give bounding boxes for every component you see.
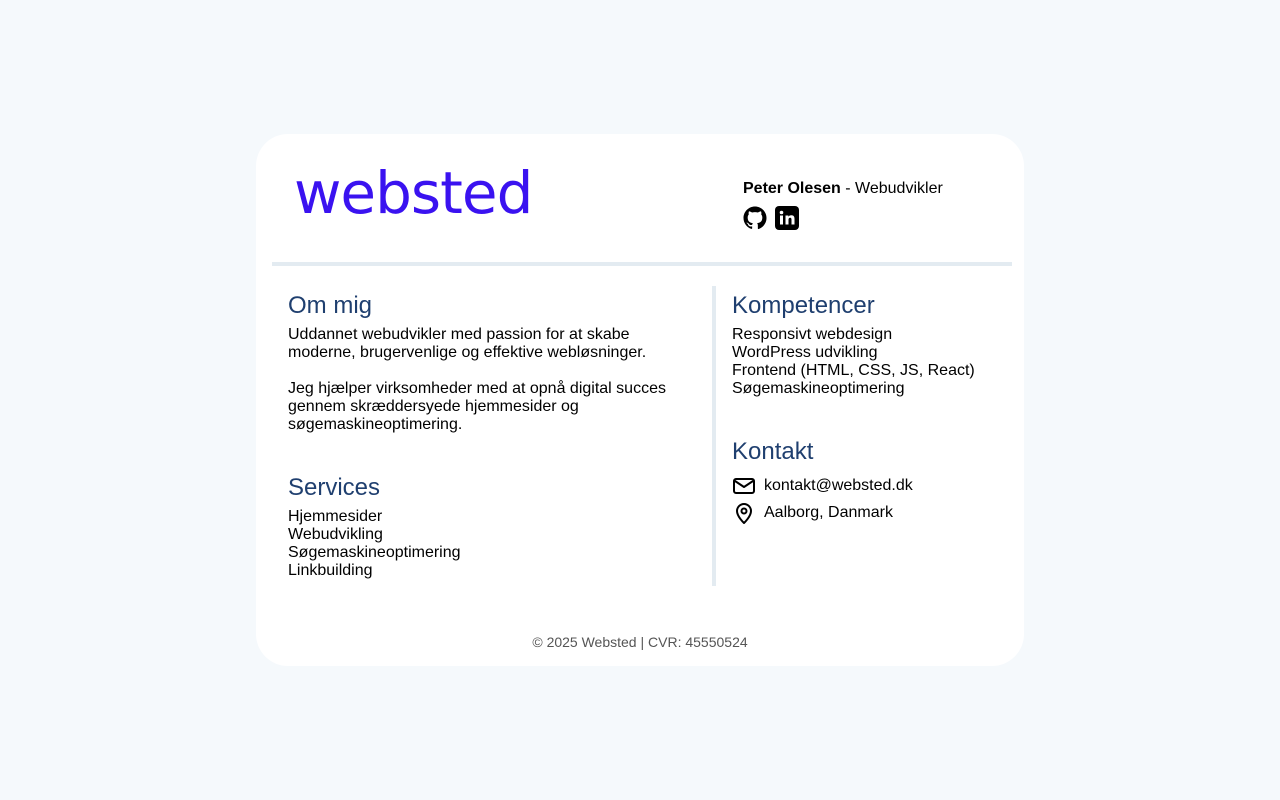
location-text: Aalborg, Danmark: [764, 503, 893, 521]
list-item: Linkbuilding: [288, 562, 373, 579]
list-item: WordPress udvikling: [732, 344, 878, 361]
list-item: Responsivt webdesign: [732, 326, 893, 343]
person-role: - Webudvikler: [840, 180, 943, 197]
list-item: Søgemaskineoptimering: [288, 544, 461, 561]
about-title: Om mig: [288, 292, 372, 319]
linkedin-link[interactable]: [775, 206, 799, 230]
skills-title: Kompetencer: [732, 292, 875, 319]
services-title: Services: [288, 474, 381, 501]
list-item: Søgemaskineoptimering: [732, 380, 905, 397]
contact-location: [732, 499, 1002, 526]
about-paragraph: Jeg hjælper virksomheder med at opnå digital succes gennem skræddersyede hjemmesider og søgemaskineoptimering.: [288, 380, 666, 433]
footer: © 2025 Websted | CVR: 45550524: [532, 634, 748, 650]
profile-card: [256, 134, 1024, 666]
contact-email[interactable]: [732, 472, 1002, 499]
column-divider: [712, 286, 716, 586]
header: [272, 134, 1012, 266]
left-column: [288, 286, 688, 580]
right-column: [732, 286, 1002, 526]
list-item: Frontend (HTML, CSS, JS, React): [732, 362, 975, 379]
list-item: Hjemmesider: [288, 508, 383, 525]
linkedin-icon: [775, 206, 799, 230]
email-link[interactable]: kontakt@websted.dk: [764, 476, 913, 494]
location-pin-icon: [732, 501, 756, 525]
contact-title: Kontakt: [732, 438, 814, 465]
logo[interactable]: websted: [294, 159, 533, 227]
about-paragraph: Uddannet webudvikler med passion for at skabe moderne, brugervenlige og effektive webløsninger.: [288, 326, 647, 361]
person-name: Peter Olesen: [743, 180, 841, 197]
mail-icon: [732, 474, 756, 498]
github-link[interactable]: [743, 206, 767, 230]
person-info: [743, 179, 943, 199]
github-icon: [743, 206, 767, 230]
social-links: [743, 206, 799, 230]
list-item: Webudvikling: [288, 526, 383, 543]
services-list: [288, 508, 688, 580]
skills-list: [732, 326, 1002, 398]
